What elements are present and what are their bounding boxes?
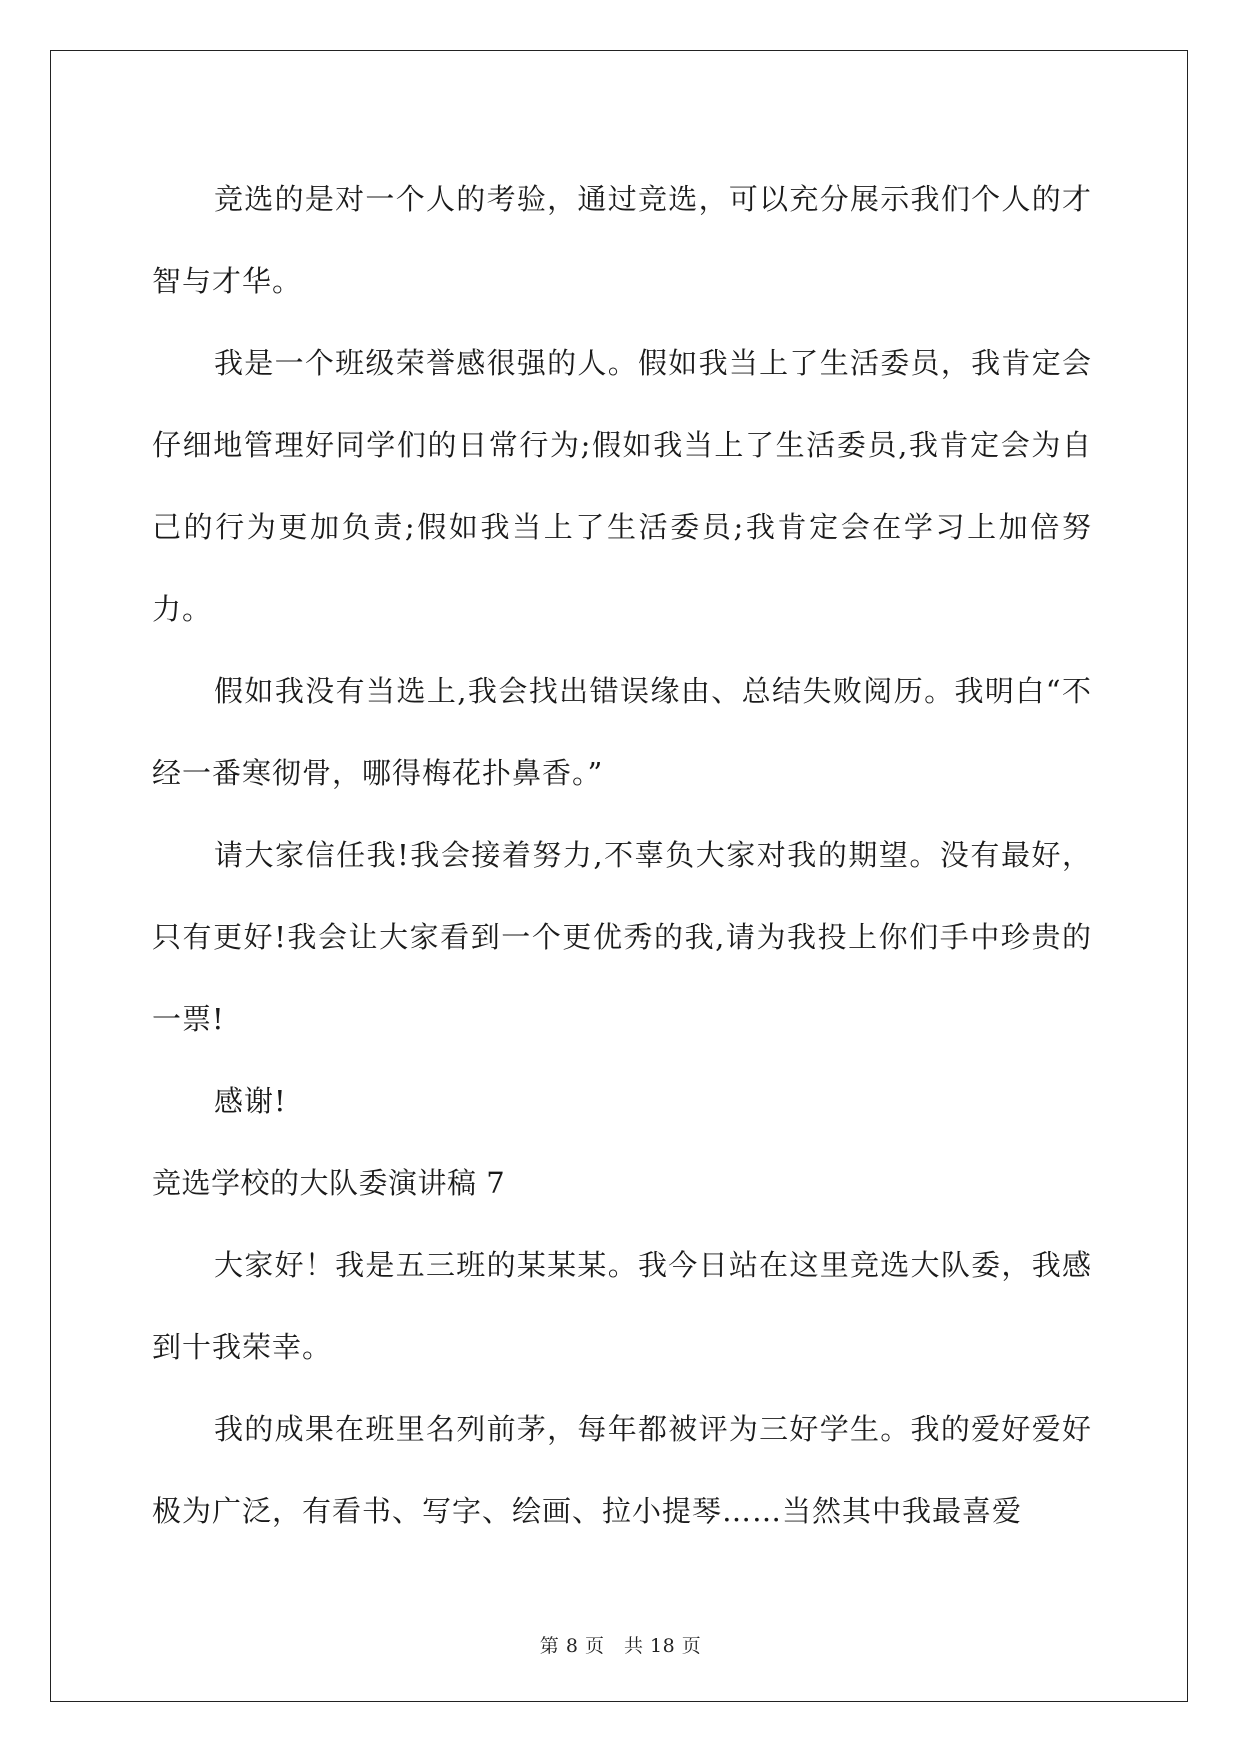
paragraph: 假如我没有当选上,我会找出错误缘由、总结失败阅历。我明白“不经一番寒彻骨，哪得梅花扑鼻香。” bbox=[152, 674, 1092, 790]
paragraph: 我的成果在班里名列前茅，每年都被评为三好学生。我的爱好爱好极为广泛，有看书、写字、绘画、拉小提琴……当然其中我最喜爱 bbox=[152, 1412, 1092, 1528]
page-number-footer: 第 8 页 共 18 页 bbox=[539, 1635, 702, 1657]
paragraph: 我是一个班级荣誉感很强的人。假如我当上了生活委员，我肯定会仔细地管理好同学们的日常行为;假如我当上了生活委员,我肯定会为自己的行为更加负责;假如我当上了生活委员;我肯定会在学习上加倍努力。 bbox=[152, 346, 1092, 626]
paragraph: 大家好！我是五三班的某某某。我今日站在这里竞选大队委，我感到十我荣幸。 bbox=[152, 1248, 1092, 1364]
paragraph: 竞选的是对一个人的考验，通过竞选，可以充分展示我们个人的才智与才华。 bbox=[152, 182, 1092, 298]
paragraph: 请大家信任我!我会接着努力,不辜负大家对我的期望。没有最好，只有更好!我会让大家看到一个更优秀的我,请为我投上你们手中珍贵的一票! bbox=[152, 838, 1092, 1036]
section-heading: 竞选学校的大队委演讲稿 7 bbox=[152, 1166, 506, 1200]
document-body bbox=[152, 158, 1092, 1552]
paragraph: 感谢! bbox=[214, 1084, 287, 1118]
